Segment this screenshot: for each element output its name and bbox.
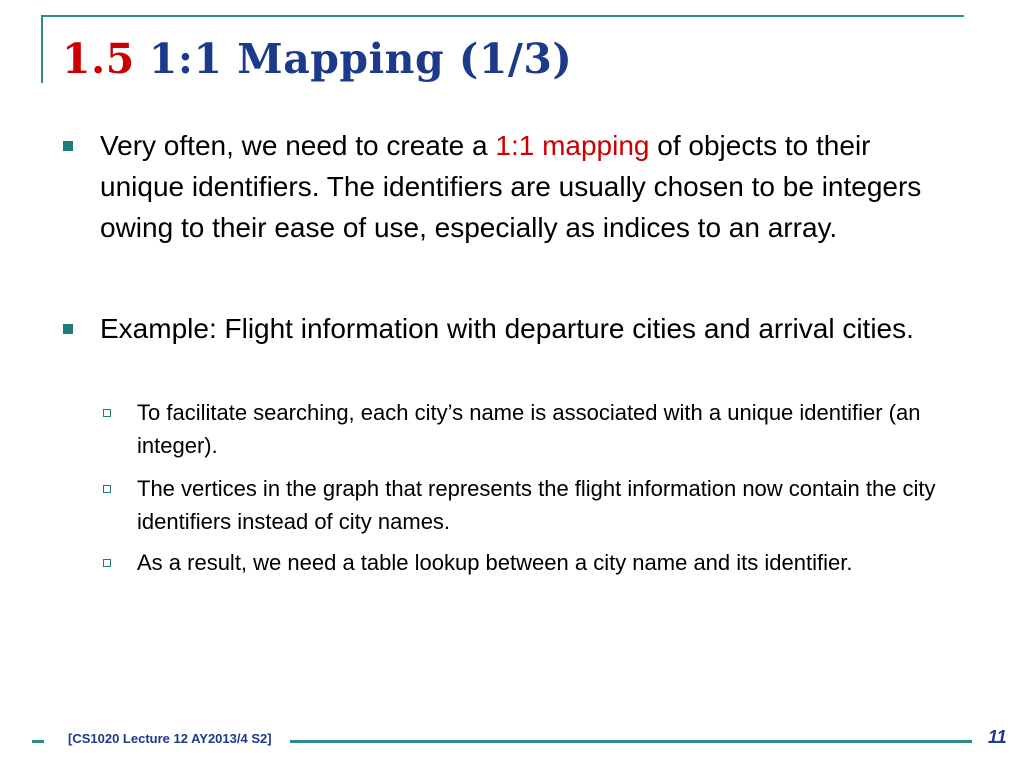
footer-rule (290, 740, 972, 743)
subbullet-text: The vertices in the graph that represents the flight information now contain the city identifiers instead of city names. (137, 476, 936, 534)
hollow-square-bullet-icon (103, 485, 111, 493)
subbullet-item-searching (137, 396, 952, 462)
bullet-item-example (100, 308, 950, 349)
square-bullet-icon (63, 324, 73, 334)
highlight-1-1-mapping: 1:1 mapping (495, 130, 650, 161)
bullet-text: Example: Flight information with departure cities and arrival cities. (100, 313, 914, 344)
footer-course-label: [CS1020 Lecture 12 AY2013/4 S2] (68, 731, 272, 746)
bullet-text-after: of objects to their unique identifiers. The identifiers are usually chosen to be integers owing to their ease of use, especially as indices to an array. (100, 130, 922, 243)
subbullet-text: As a result, we need a table lookup between a city name and its identifier. (137, 550, 853, 575)
slide-title (62, 33, 572, 85)
title-text: 1:1 Mapping (1/3) (148, 35, 573, 83)
title-horizontal-rule (41, 15, 964, 17)
subbullet-item-table-lookup (137, 546, 952, 579)
hollow-square-bullet-icon (103, 409, 111, 417)
title-number: 1.5 (62, 35, 135, 83)
bullet-text-before: Very often, we need to create a (100, 130, 496, 161)
page-number: 11 (988, 727, 1007, 747)
square-bullet-icon (63, 141, 73, 151)
title-vertical-rule (41, 15, 43, 83)
footer-dash (32, 740, 44, 743)
bullet-item-1mapping (100, 125, 950, 248)
subbullet-text: To facilitate searching, each city’s name is associated with a unique identifier (an integer). (137, 400, 921, 458)
subbullet-item-vertices (137, 472, 952, 538)
hollow-square-bullet-icon (103, 559, 111, 567)
